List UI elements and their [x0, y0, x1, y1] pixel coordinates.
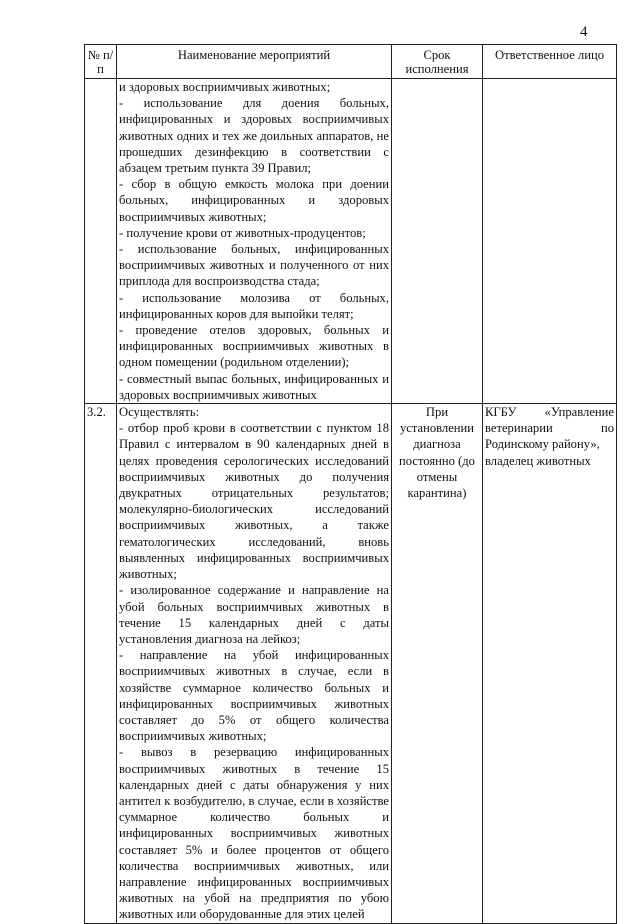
- header-name: Наименование мероприятий: [117, 45, 392, 79]
- row-number: 3.2.: [85, 404, 117, 924]
- table-row: [85, 404, 617, 924]
- measure-line: - сбор в общую емкость молока при доении больных, инфицированных и здоровых восприимчивых животных;: [119, 177, 389, 224]
- measure-line: Осуществлять:: [119, 405, 200, 420]
- deadline-cell: При установлении диагноза постоянно (до отмены карантина): [392, 404, 483, 924]
- measures-table: [84, 44, 617, 924]
- responsible-cell: [483, 79, 617, 404]
- measure-line: - использование больных, инфицированных восприимчивых животных и полученного от них приплода для воспроизводства стада;: [119, 242, 389, 289]
- responsible-cell: [483, 404, 617, 924]
- measure-line: - совместный выпас больных, инфицированных и здоровых восприимчивых животных: [119, 371, 389, 402]
- table-row: [85, 79, 617, 404]
- measure-line: - проведение отелов здоровых, больных и инфицированных восприимчивых животных в одном помещении (родильном отделении);: [119, 323, 389, 370]
- measure-line: - отбор проб крови в соответствии с пунктом 18 Правил с интервалом в 90 календарных дней в целях проведения серологических исследований восприимчивых животных до получения двукратных отрицательных результатов; молекулярно-биологических исследований восприимчивых животных, а также гематологических исследований, вновь выявленных инфицированных восприимчивых животных;: [119, 421, 389, 582]
- measure-line: - использование молозива от больных, инфицированных коров для выпойки телят;: [119, 290, 389, 321]
- measure-line: - вывоз в резервацию инфицированных восприимчивых животных в течение 15 календарных дней с даты обнаружения у них антител к возбудителю, в случае, если в хозяйстве суммарное количество больных и инфицированных восприимчивых животных составляет 5% и более процентов от общего количества восприимчивых животных, или направление инфицированных восприимчивых животных на убой на предприятия по убою животных или оборудованные для этих целей: [119, 745, 389, 922]
- header-num: № п/п: [85, 45, 117, 79]
- header-deadline: Срок исполнения: [392, 45, 483, 79]
- responsible-line: владелец животных: [485, 453, 591, 468]
- responsible-line: КГБУ «Управление ветеринарии по Родинскому району»,: [485, 405, 614, 452]
- measures-cell: [117, 79, 392, 404]
- table-header-row: [85, 45, 617, 79]
- page-number: 4: [580, 24, 588, 40]
- header-responsible: Ответственное лицо: [483, 45, 617, 79]
- measure-line: - направление на убой инфицированных восприимчивых животных в случае, если в хозяйстве суммарное количество больных и инфицированных восприимчивых животных составляет до 5% от общего количества восприимчивых животных;: [119, 648, 389, 744]
- measure-line: - изолированное содержание и направление на убой больных восприимчивых животных в течение 15 календарных дней с даты установления диагноза на лейкоз;: [119, 583, 389, 646]
- deadline-cell: [392, 79, 483, 404]
- measure-line: - получение крови от животных-продуцентов;: [119, 225, 366, 240]
- measure-line: - использование для доения больных, инфицированных и здоровых восприимчивых животных одних и тех же доильных аппаратов, не прошедших дезинфекцию в соответствии с абзацем третьим пункта 39 Правил;: [119, 96, 389, 176]
- measures-cell: [117, 404, 392, 924]
- row-number: [85, 79, 117, 404]
- measure-line: и здоровых восприимчивых животных;: [119, 80, 331, 94]
